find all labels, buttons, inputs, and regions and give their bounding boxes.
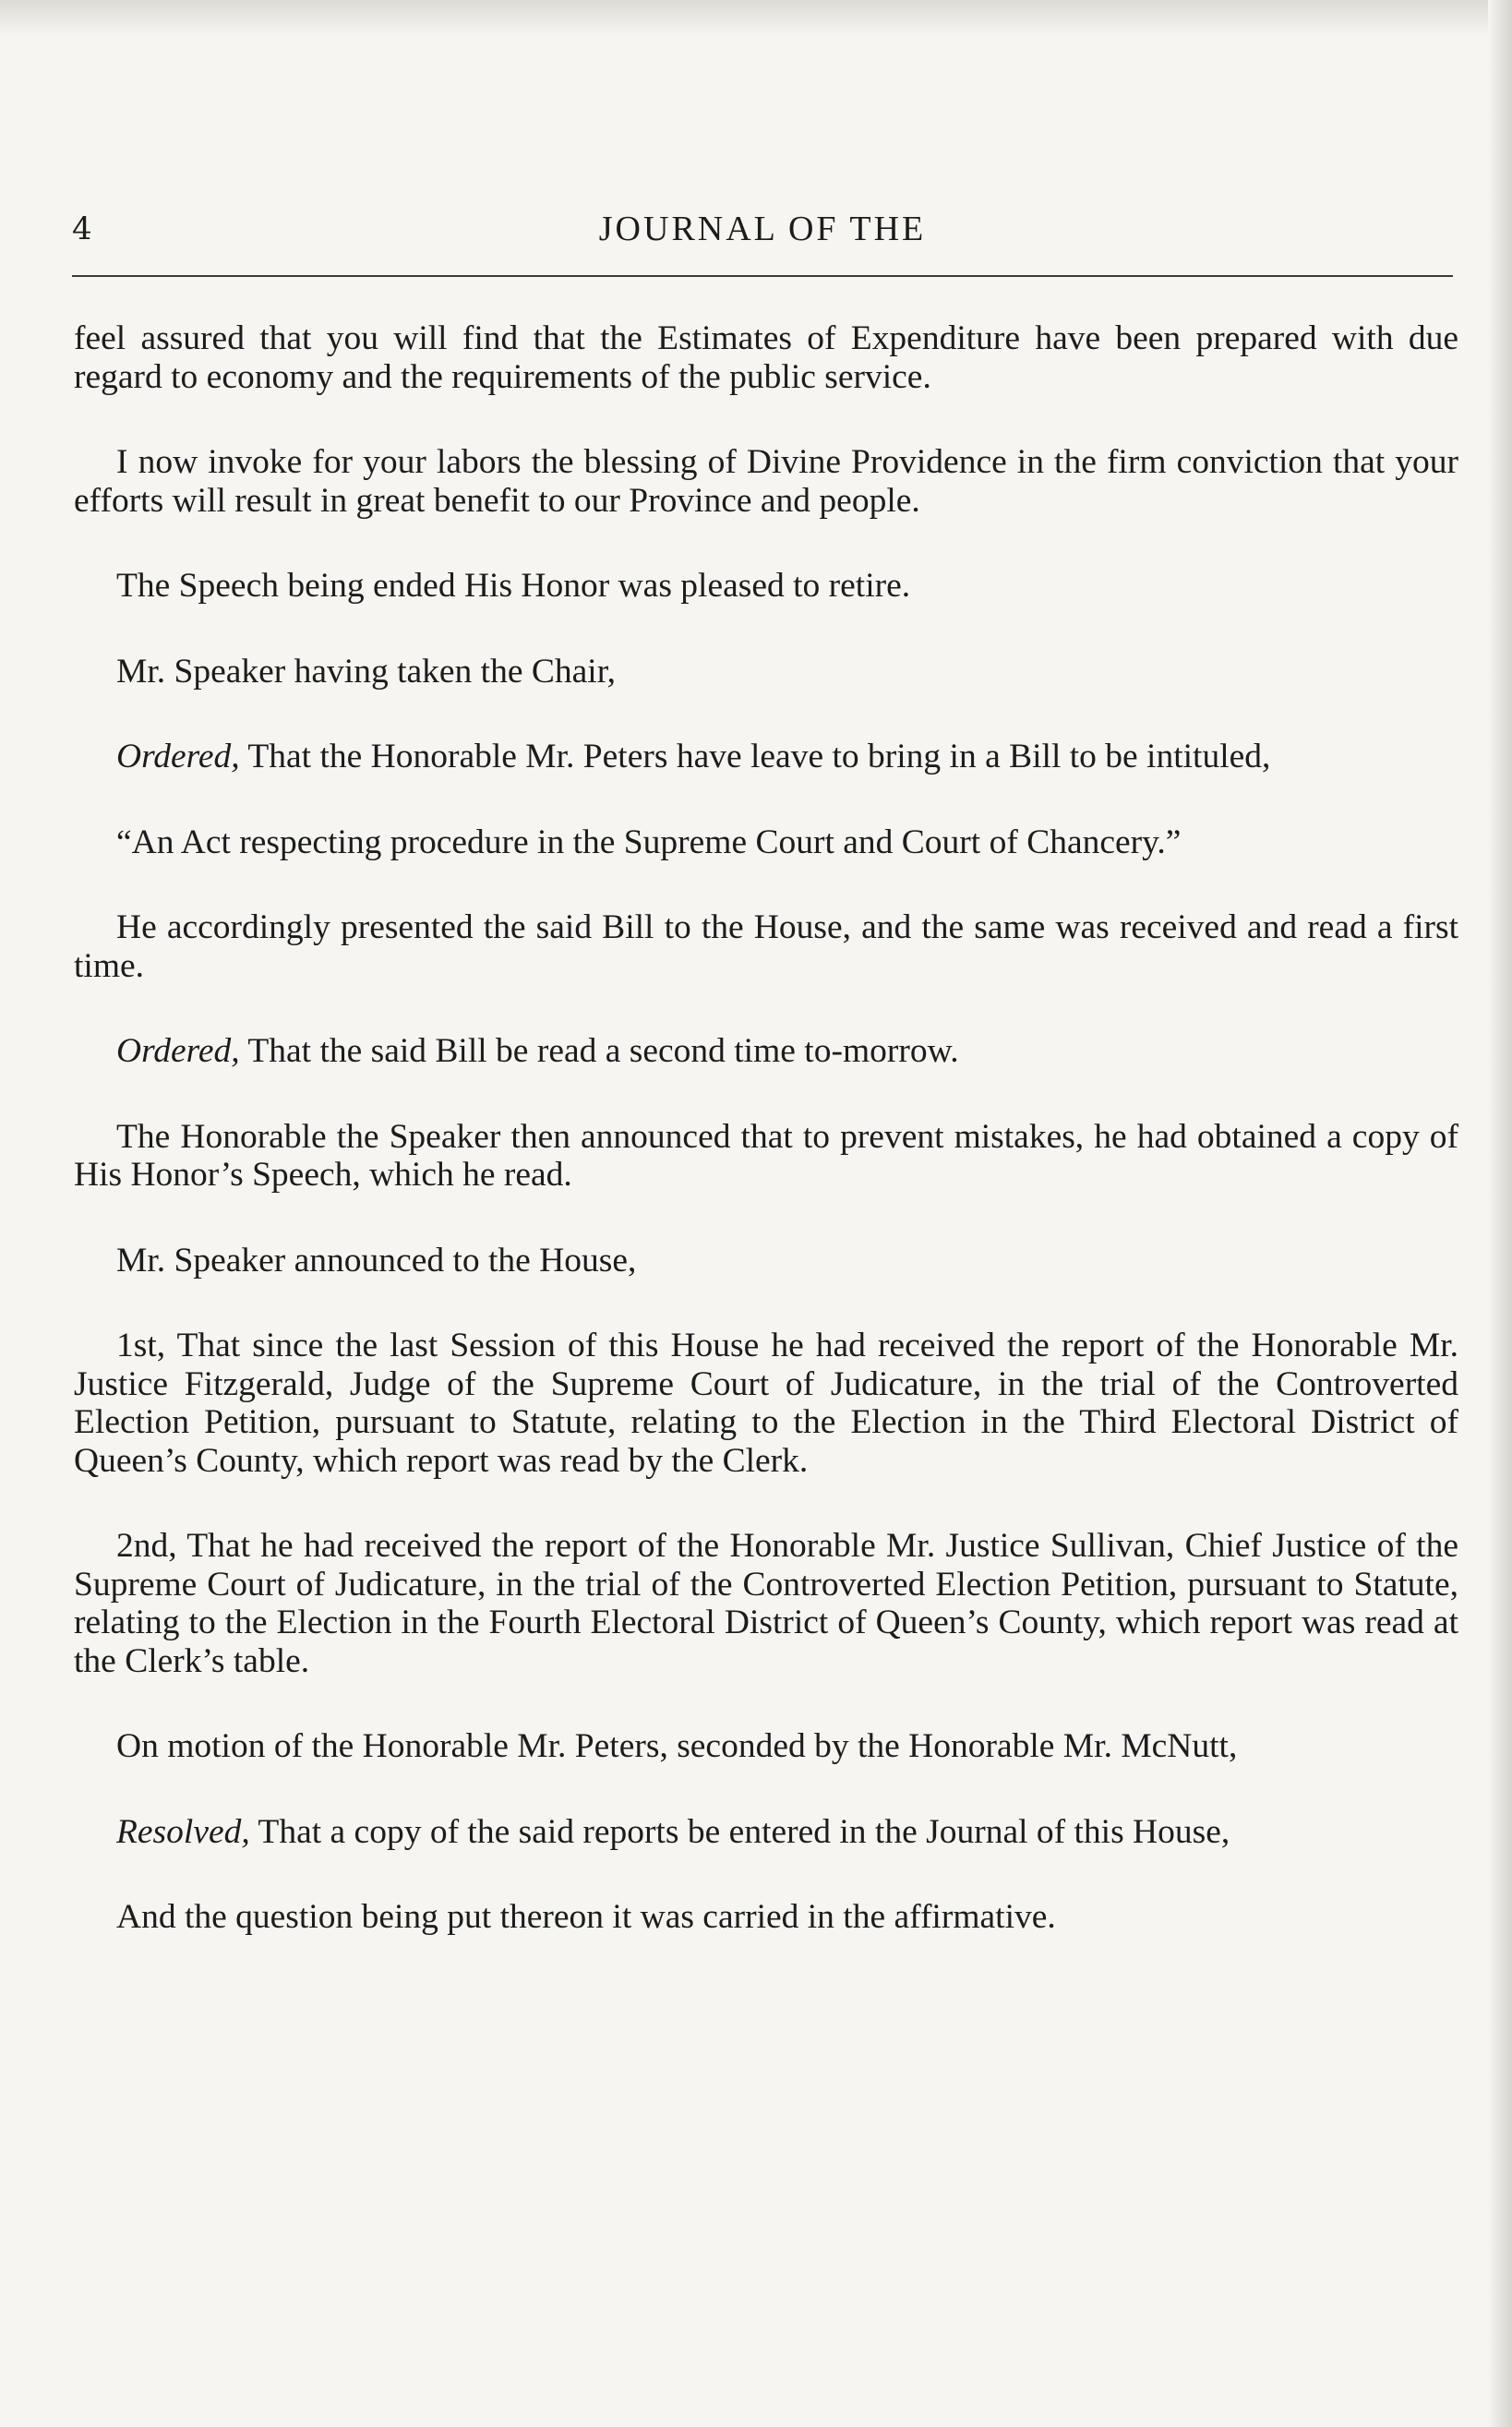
paragraph-text: 2nd, That he had received the report of the Honorable Mr. Justice Sullivan, Chief Justice of the Supreme Court of Judicature, in the trial of the Controverted Election Petition, pursuant to Statute, relating to the Election in the Fourth Electoral District of Queen’s County, which report was read at the Clerk’s table. — [74, 1527, 1458, 1680]
running-title: JOURNAL OF THE — [598, 210, 927, 248]
page-header — [72, 205, 1453, 253]
paragraph-lead-word: Ordered, — [116, 1032, 240, 1070]
paragraph-text: And the question being put thereon it was carried in the affirmative. — [116, 1898, 1056, 1936]
paragraph-text: The Speech being ended His Honor was pleased to retire. — [116, 567, 911, 605]
page-edge-shadow-right — [1488, 0, 1512, 2427]
page-number: 4 — [72, 210, 92, 247]
paragraph-text: He accordingly presented the said Bill to the House, and the same was received and read a first time. — [74, 908, 1458, 985]
paragraph-bill-presented — [74, 908, 1458, 985]
paragraph-question-carried — [74, 1898, 1458, 1937]
paragraph-ordered-second-reading — [74, 1032, 1458, 1071]
paragraph-estimates — [74, 319, 1458, 396]
paragraph-motion — [74, 1727, 1458, 1766]
paragraph-text: “An Act respecting procedure in the Supreme Court and Court of Chancery.” — [116, 823, 1182, 861]
paragraph-speech-copy — [74, 1118, 1458, 1195]
paragraph-ordered-leave — [74, 738, 1458, 776]
paragraph-lead-word: Resolved, — [116, 1812, 250, 1851]
paragraph-text: Mr. Speaker announced to the House, — [116, 1241, 637, 1280]
paragraph-text: I now invoke for your labors the blessing of Divine Providence in the firm conviction that your efforts will result in great benefit to our Province and people. — [74, 443, 1458, 520]
paragraph-invocation — [74, 443, 1458, 520]
paragraph-text: That the Honorable Mr. Peters have leave to bring in a Bill to be intituled, — [239, 738, 1271, 775]
paragraph-text: The Honorable the Speaker then announced that to prevent mistakes, he had obtained a copy of His Honor’s Speech, which he read. — [74, 1117, 1458, 1194]
paragraph-text: 1st, That since the last Session of this House he had received the report of the Honorable Mr. Justice Fitzgerald, Judge of the Supreme Court of Judicature, in the trial of the Controverted Election Petition, pursuant to Statute, relating to the Election in the Third Electoral District of Queen’s County, which report was read by the Clerk. — [74, 1327, 1458, 1480]
paragraph-second-report — [74, 1527, 1458, 1680]
paragraph-speech-ended — [74, 567, 1458, 606]
paragraph-text: That a copy of the said reports be entered in the Journal of this House, — [249, 1812, 1230, 1851]
paragraph-text: feel assured that you will find that the Estimates of Expenditure have been prepared with due regard to economy and the requirements of the public service. — [74, 319, 1458, 396]
paragraph-speaker-chair — [74, 653, 1458, 691]
journal-body — [74, 319, 1458, 1984]
paragraph-speaker-announced — [74, 1242, 1458, 1280]
paragraph-text: That the said Bill be read a second time to-morrow. — [239, 1032, 959, 1070]
page-edge-shadow-top — [0, 0, 1512, 37]
paragraph-lead-word: Ordered, — [116, 738, 240, 775]
paragraph-text: Mr. Speaker having taken the Chair, — [116, 652, 617, 691]
paragraph-text: On motion of the Honorable Mr. Peters, seconded by the Honorable Mr. McNutt, — [116, 1727, 1238, 1765]
paragraph-resolved — [74, 1813, 1458, 1852]
header-rule — [72, 275, 1453, 277]
paragraph-bill-title — [74, 823, 1458, 862]
paragraph-first-report — [74, 1327, 1458, 1480]
